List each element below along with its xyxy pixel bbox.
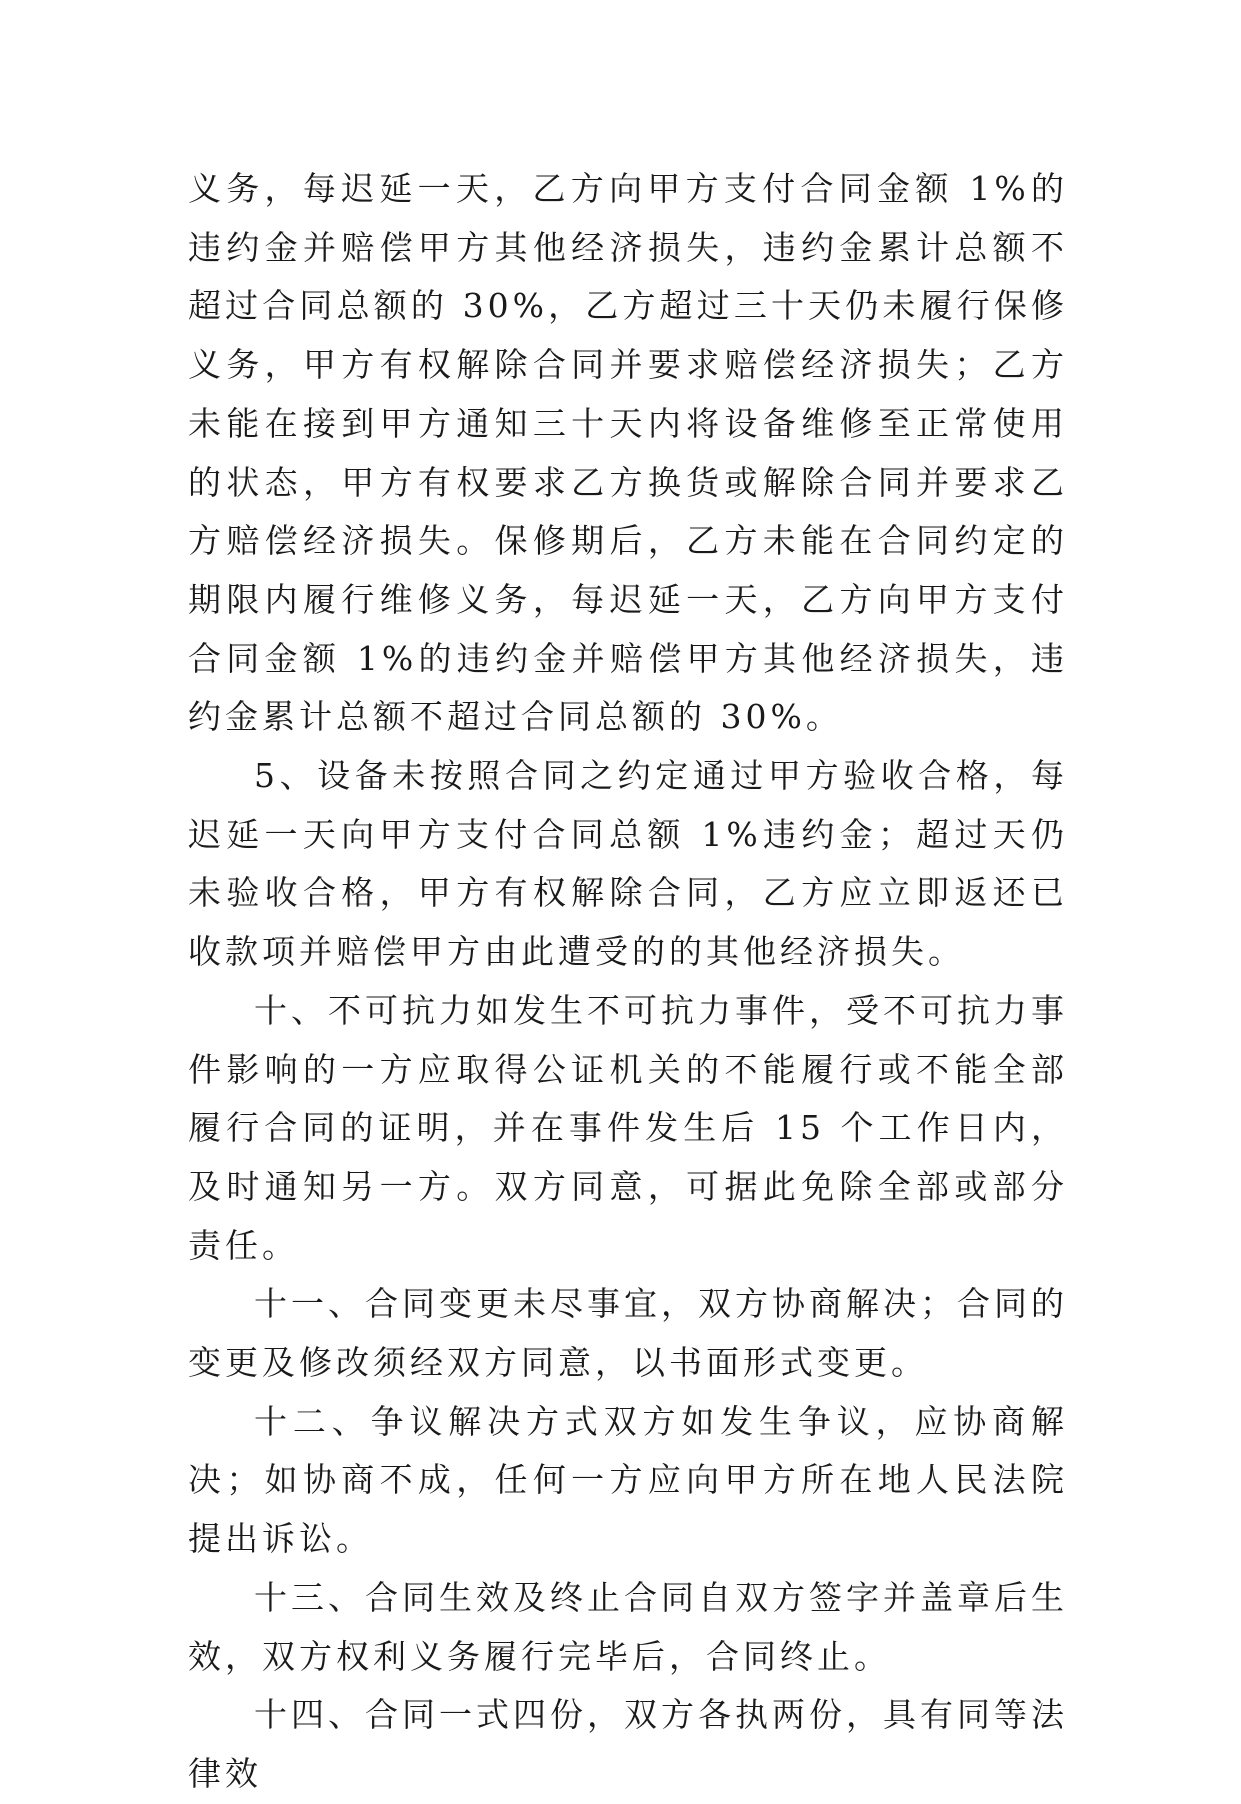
paragraph-warranty-penalty: 义务，每迟延一天，乙方向甲方支付合同金额 1%的违约金并赔偿甲方其他经济损失，违约金累计总额不超过合同总额的 30%，乙方超过三十天仍未履行保修义务，甲方有权解除合同并要求赔偿经济损失；乙方未能在接到甲方通知三十天内将设备维修至正常使用的状态，甲方有权要求乙方换货或解除合同并要求乙方赔偿经济损失。保修期后，乙方未能在合同约定的期限内履行维修义务，每迟延一天，乙方向甲方支付合同金额 1%的违约金并赔偿甲方其他经济损失，违约金累计总额不超过合同总额的 30%。	[188, 169, 1068, 737]
paragraph-clause-14-copies: 十四、合同一式四份，双方各执两份，具有同等法律效	[188, 1695, 1068, 1793]
paragraph-clause-5-acceptance: 5、设备未按照合同之约定通过甲方验收合格，每迟延一天向甲方支付合同总额 1%违约金；超过天仍未验收合格，甲方有权解除合同，乙方应立即返还已收款项并赔偿甲方由此遭受的的其他经济损失。	[188, 756, 1068, 972]
paragraph-clause-12-disputes: 十二、争议解决方式双方如发生争议，应协商解决；如协商不成，任何一方应向甲方所在地人民法院提出诉讼。	[188, 1401, 1068, 1559]
paragraph-clause-13-effectiveness: 十三、合同生效及终止合同自双方签字并盖章后生效，双方权利义务履行完毕后，合同终止。	[188, 1577, 1068, 1676]
paragraph-clause-11-changes: 十一、合同变更未尽事宜，双方协商解决；合同的变更及修改须经双方同意，以书面形式变更。	[188, 1284, 1068, 1383]
document-body	[188, 160, 1068, 1804]
paragraph-clause-10-force-majeure: 十、不可抗力如发生不可抗力事件，受不可抗力事件影响的一方应取得公证机关的不能履行或不能全部履行合同的证明，并在事件发生后 15 个工作日内，及时通知另一方。双方同意，可据此免除全部或部分责任。	[188, 990, 1068, 1265]
